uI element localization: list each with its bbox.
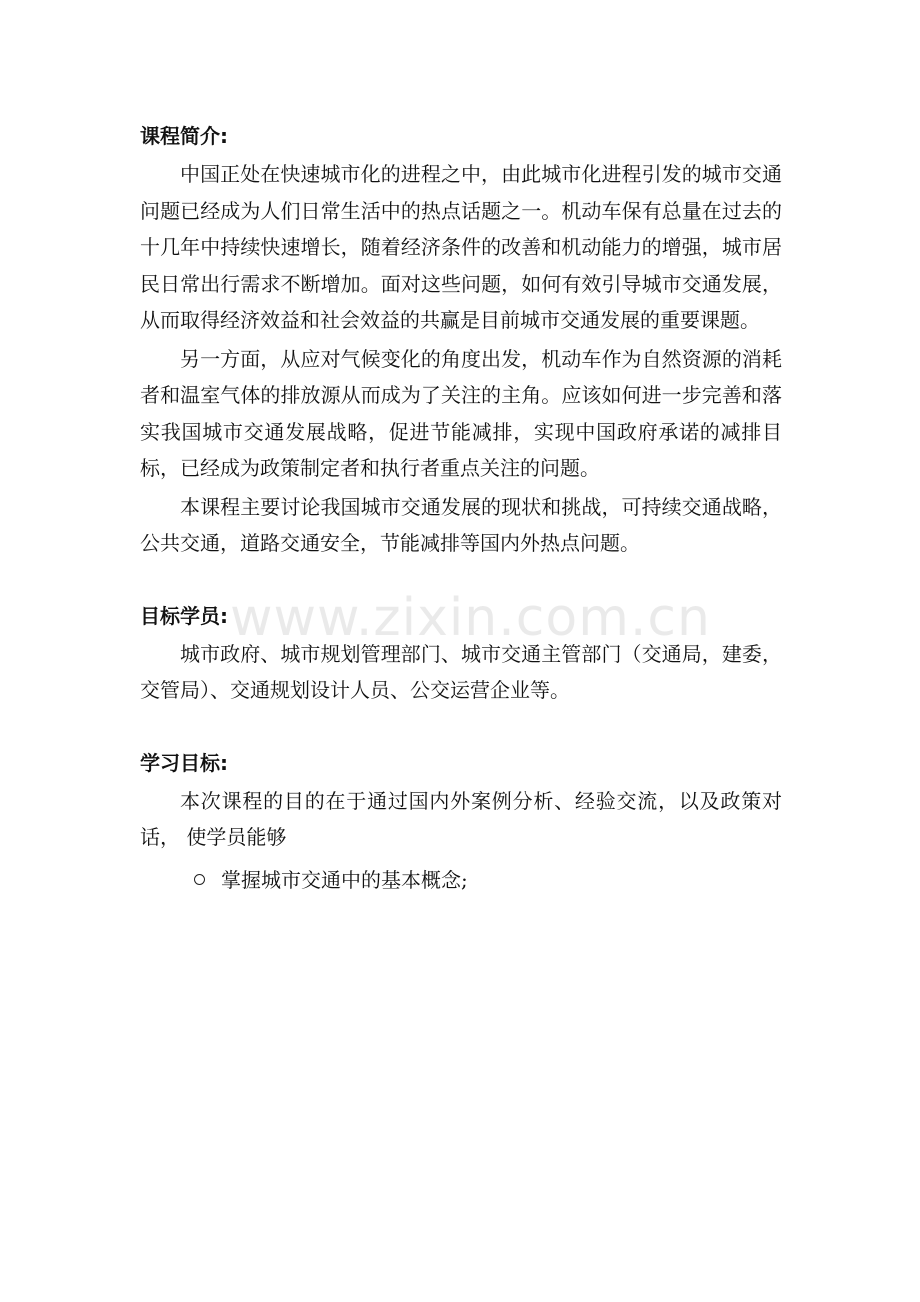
watermark: www.zixin.com.cn: [230, 588, 711, 648]
section-heading-audience: 目标学员:: [140, 603, 228, 628]
section-heading-intro: 课程简介:: [140, 124, 228, 148]
list-item-text: 掌握城市交通中的基本概念;: [221, 867, 468, 892]
intro-paragraph-1: 中国正处在快速城市化的进程之中，由此城市化进程引发的城市交通问题已经成为人们日常生活中的热点话题之一。机动车保有总量在过去的十几年中持续快速增长，随着经济条件的改善和机动能力的增强，城市居民日常出行需求不断增加。面对这些问题，如何有效引导城市交通发展，从而取得经济效益和社会效益的共赢是目前城市交通发展的重要课题。: [140, 162, 782, 332]
circle-bullet-icon: [194, 874, 205, 885]
list-item: [194, 862, 782, 898]
section-gap: [140, 709, 782, 745]
intro-paragraph-3: 本课程主要讨论我国城市交通发展的现状和挑战，可持续交通战略，公共交通，道路交通安全，节能减排等国内外热点问题。: [140, 494, 782, 555]
section-heading-objectives: 学习目标:: [140, 750, 228, 775]
section-gap: [140, 562, 782, 598]
document-page: [140, 118, 782, 898]
audience-paragraph: 城市政府、城市规划管理部门、城市交通主管部门（交通局，建委，交管局）、交通规划设计人员、公交运营企业等。: [140, 641, 782, 702]
objectives-paragraph: 本次课程的目的在于通过国内外案例分析、经验交流，以及政策对话， 使学员能够: [140, 788, 782, 849]
intro-paragraph-2: 另一方面，从应对气候变化的角度出发，机动车作为自然资源的消耗者和温室气体的排放源从而成为了关注的主角。应该如何进一步完善和落实我国城市交通发展战略，促进节能减排，实现中国政府承诺的减排目标，已经成为政策制定者和执行者重点关注的问题。: [140, 346, 782, 480]
